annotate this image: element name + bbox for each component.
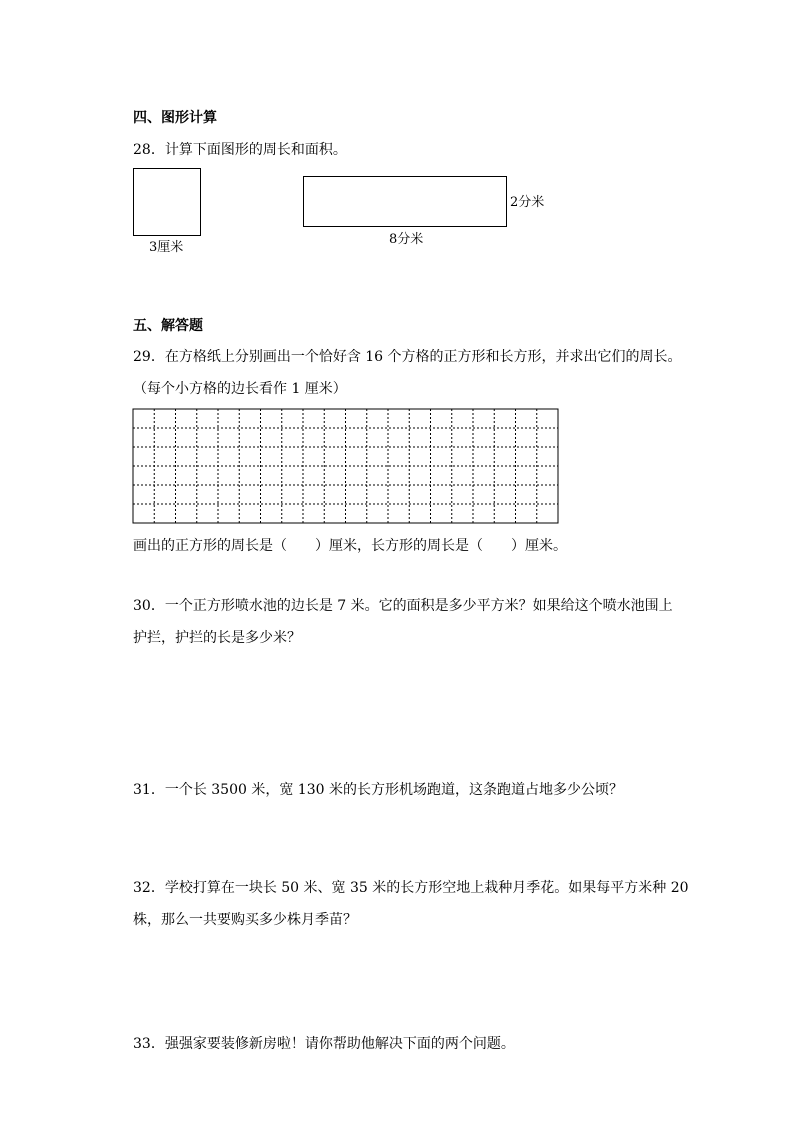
rectangle-figure (303, 176, 507, 227)
square-grid-paper (132, 408, 559, 524)
rectangle-width-label: 8分米 (389, 232, 424, 247)
question-32-line-1: 32．学校打算在一块长 50 米、宽 35 米的长方形空地上栽种月季花。如果每平方米种 20 (133, 880, 689, 896)
section-4-heading: 四、图形计算 (133, 110, 217, 126)
square-side-label: 3厘米 (149, 240, 184, 255)
question-33-text: 33．强强家要装修新房啦！请你帮助他解决下面的两个问题。 (133, 1036, 515, 1052)
question-28-text: 28．计算下面图形的周长和面积。 (133, 142, 347, 158)
section-5-heading: 五、解答题 (133, 318, 203, 334)
question-32-line-2: 株，那么一共要购买多少株月季苗？ (133, 912, 357, 928)
square-figure (133, 168, 201, 236)
question-29-note: （每个小方格的边长看作 1 厘米） (133, 381, 347, 397)
rectangle-height-label: 2分米 (510, 195, 545, 210)
question-30-line-1: 30．一个正方形喷水池的边长是 7 米。它的面积是多少平方米？如果给这个喷水池围上 (133, 598, 673, 614)
question-29-text: 29．在方格纸上分别画出一个恰好含 16 个方格的正方形和长方形，并求出它们的周长。 (133, 349, 682, 365)
question-31-text: 31．一个长 3500 米，宽 130 米的长方形机场跑道，这条跑道占地多少公顷？ (133, 782, 623, 798)
question-29-answer: 画出的正方形的周长是（ ）厘米，长方形的周长是（ ）厘米。 (133, 538, 567, 554)
question-30-line-2: 护拦，护拦的长是多少米？ (133, 630, 301, 646)
